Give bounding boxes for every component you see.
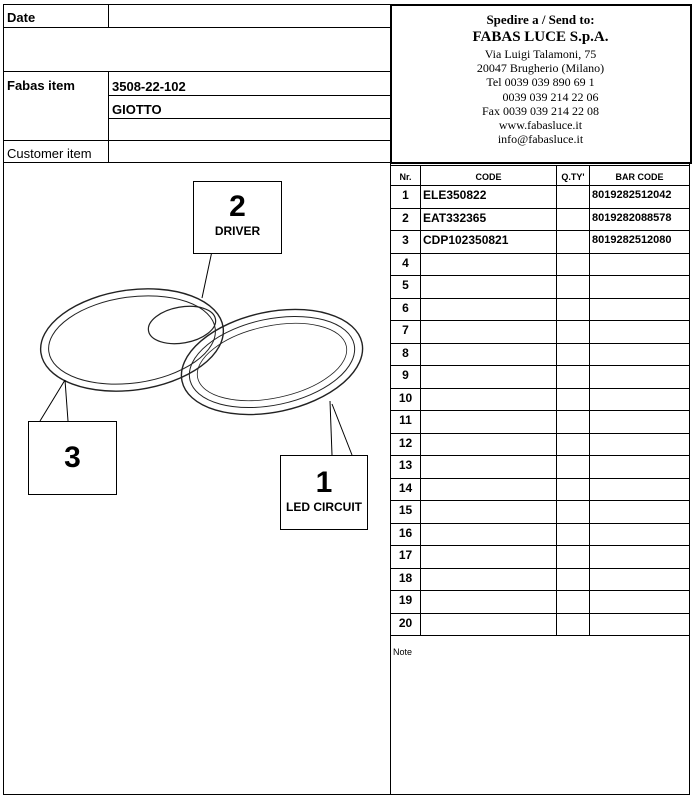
table-row	[391, 230, 690, 252]
col-header-qty: Q.TY'	[561, 172, 585, 182]
callout-driver	[193, 181, 282, 254]
col-header-code: CODE	[475, 172, 502, 182]
row-nr: 3	[402, 233, 409, 247]
table-row	[391, 523, 690, 545]
row-nr: 13	[398, 458, 413, 472]
ship-to-tel1: Tel 0039 039 890 69 1	[486, 75, 595, 89]
callout-led-circuit-number: 1	[315, 466, 333, 499]
row-nr: 16	[398, 525, 413, 540]
row-bar-code: 8019282512080	[592, 234, 672, 246]
row-code: EAT332365	[423, 210, 487, 225]
ship-to-heading: Spedire a / Send to:	[486, 12, 595, 27]
row-nr: 15	[398, 503, 413, 517]
table-row	[391, 298, 690, 320]
table-row	[391, 590, 690, 612]
table-row	[391, 208, 690, 230]
customer-item-label: Customer item	[7, 146, 92, 161]
row-code: CDP102350821	[423, 233, 509, 247]
row-nr: 10	[398, 390, 413, 405]
ship-to-street: Via Luigi Talamoni, 75	[484, 47, 597, 61]
row-divider	[390, 635, 689, 636]
row-bar-code: 8019282512042	[592, 189, 672, 201]
row-nr: 2	[402, 210, 409, 225]
row-nr: 7	[402, 323, 409, 337]
note-label: Note	[393, 647, 413, 657]
table-row	[391, 478, 690, 500]
leader-line-3-b	[65, 380, 68, 421]
col-header-bar-code: BAR CODE	[615, 172, 664, 182]
leader-line-3-a	[40, 380, 65, 421]
leader-line-1-a	[330, 401, 332, 455]
callout-led-circuit-label: LED CIRCUIT	[286, 500, 362, 514]
table-row	[391, 568, 690, 590]
table-row	[391, 455, 690, 477]
callout-led-circuit	[280, 455, 368, 530]
table-row	[391, 185, 690, 207]
table-row	[391, 545, 690, 567]
row-bar-code: 8019282088578	[592, 211, 672, 224]
row-nr: 9	[402, 368, 409, 382]
ship-to-city: 20047 Brugherio (Milano)	[476, 61, 605, 75]
table-row	[391, 320, 690, 342]
row-nr: 4	[402, 255, 409, 270]
table-row	[391, 343, 690, 365]
fabas-item-name: GIOTTO	[112, 102, 162, 117]
leader-line-1-b	[332, 404, 352, 455]
row-nr: 5	[402, 278, 409, 292]
callout-3-number: 3	[64, 441, 81, 474]
table-row	[391, 613, 690, 635]
table-row	[391, 388, 690, 410]
row-nr: 19	[398, 593, 413, 607]
ship-to-tel2: 0039 039 214 22 06	[502, 90, 599, 104]
table-row	[391, 365, 690, 387]
table-row	[391, 253, 690, 275]
callout-driver-label: DRIVER	[214, 224, 261, 238]
table-row	[391, 500, 690, 522]
row-nr: 20	[398, 615, 413, 630]
date-label: Date	[7, 10, 36, 25]
row-nr: 11	[399, 413, 412, 427]
col-header-nr: Nr.	[399, 172, 412, 182]
row-nr: 18	[398, 570, 413, 585]
callout-3	[28, 421, 117, 495]
table-row	[391, 275, 690, 297]
ship-to-company: FABAS LUCE S.p.A.	[472, 29, 609, 45]
row-nr: 12	[398, 435, 413, 450]
row-nr: 1	[402, 188, 409, 202]
ship-to-web: www.fabasluce.it	[498, 118, 583, 132]
row-nr: 14	[398, 480, 413, 495]
table-row	[391, 410, 690, 432]
ship-to-email: info@fabasluce.it	[497, 132, 584, 146]
table-row	[391, 433, 690, 455]
fabas-item-code: 3508-22-102	[112, 79, 186, 94]
callout-driver-number: 2	[229, 190, 246, 223]
ship-to-fax: Fax 0039 039 214 22 08	[482, 104, 599, 118]
row-code: ELE350822	[423, 188, 487, 202]
leader-line-driver	[202, 251, 212, 298]
row-nr: 8	[402, 345, 409, 360]
fabas-item-label: Fabas item	[7, 78, 75, 93]
row-nr: 6	[402, 300, 409, 315]
row-nr: 17	[398, 548, 413, 562]
